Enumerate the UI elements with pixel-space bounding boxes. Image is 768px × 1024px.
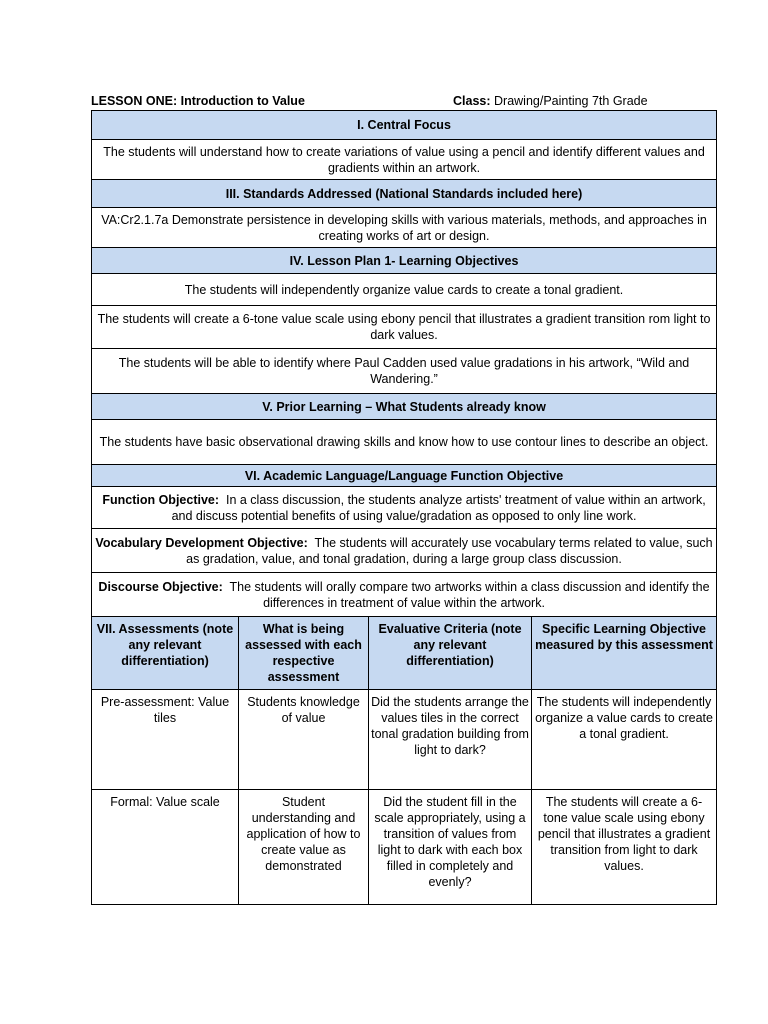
- discourse-objective-text: The students will orally compare two artworks within a class discussion and identify the differences in treatment of value within the artwork.: [229, 579, 710, 610]
- criteria-column-header: Evaluative Criteria (note any relevant differentiation): [369, 617, 532, 690]
- objective-column-header: Specific Learning Objective measured by this assessment: [532, 617, 717, 690]
- lesson-title: LESSON ONE: Introduction to Value: [91, 94, 305, 108]
- objective-item: The students will create a 6-tone value scale using ebony pencil that illustrates a gradient transition rom light to dark values.: [92, 306, 717, 349]
- objective-item: The students will be able to identify where Paul Cadden used value gradations in his artwork, “Wild and Wandering.”: [92, 349, 717, 394]
- vocabulary-objective-text: The students will accurately use vocabulary terms related to value, such as gradation, value, and tonal gradation, during a large group class discussion.: [186, 535, 713, 566]
- class-value: Drawing/Painting 7th Grade: [494, 94, 648, 108]
- objective-item: The students will independently organize value cards to create a tonal gradient.: [92, 274, 717, 306]
- table-row: [92, 690, 717, 790]
- class-label: Class:: [453, 94, 491, 108]
- standards-text: VA:Cr2.1.7a Demonstrate persistence in developing skills with various materials, methods, and approaches in creating works of art or design.: [92, 208, 717, 248]
- objective-cell: The students will create a 6-tone value scale using ebony pencil that illustrates a gradient transition from light to dark values.: [532, 790, 717, 905]
- academic-language-heading: VI. Academic Language/Language Function Objective: [92, 465, 717, 487]
- prior-learning-heading: V. Prior Learning – What Students already know: [92, 394, 717, 420]
- function-objective-label: Function Objective:: [102, 492, 220, 507]
- prior-learning-text: The students have basic observational drawing skills and know how to use contour lines to describe an object.: [92, 420, 717, 465]
- function-objective-text: In a class discussion, the students analyze artists' treatment of value within an artwork, and discuss potential benefits of using value/gradation as opposed to only line work.: [171, 492, 706, 523]
- table-row: [92, 790, 717, 905]
- central-focus-text: The students will understand how to create variations of value using a pencil and identify different values and gradients within an artwork.: [92, 140, 717, 180]
- assessed-cell: Students knowledge of value: [239, 690, 369, 790]
- criteria-cell: Did the student fill in the scale appropriately, using a transition of values from light to dark with each box filled in completely and evenly?: [369, 790, 532, 905]
- assessments-column-header: VII. Assessments (note any relevant differentiation): [92, 617, 239, 690]
- class-info: [453, 94, 648, 108]
- objectives-heading: IV. Lesson Plan 1- Learning Objectives: [92, 248, 717, 274]
- objective-cell: The students will independently organize a value cards to create a tonal gradient.: [532, 690, 717, 790]
- assessment-cell: Formal: Value scale: [92, 790, 239, 905]
- discourse-objective: [92, 573, 717, 617]
- lesson-header: [91, 94, 715, 110]
- function-objective: [92, 487, 717, 529]
- standards-heading: III. Standards Addressed (National Standards included here): [92, 180, 717, 208]
- assessment-cell: Pre-assessment: Value tiles: [92, 690, 239, 790]
- vocabulary-objective: [92, 529, 717, 573]
- lesson-plan-table: [91, 110, 717, 905]
- vocabulary-objective-label: Vocabulary Development Objective:: [95, 535, 308, 550]
- criteria-cell: Did the students arrange the values tiles in the correct tonal gradation building from light to dark?: [369, 690, 532, 790]
- assessed-column-header: What is being assessed with each respective assessment: [239, 617, 369, 690]
- assessed-cell: Student understanding and application of how to create value as demonstrated: [239, 790, 369, 905]
- discourse-objective-label: Discourse Objective:: [98, 579, 223, 594]
- central-focus-heading: I. Central Focus: [92, 111, 717, 140]
